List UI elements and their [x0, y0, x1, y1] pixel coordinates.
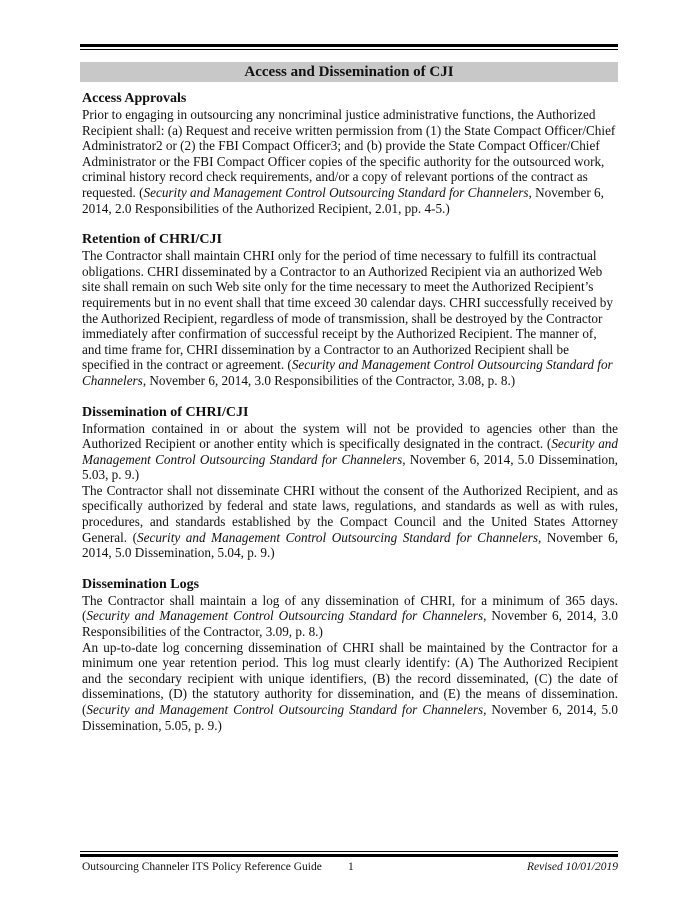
- citation-detail: , November 6, 2014, 5.0 Dissemination, 5.04, p. 9.): [82, 529, 618, 561]
- section-heading: Retention of CHRI/CJI: [82, 232, 222, 248]
- section-dissemination: [82, 404, 618, 561]
- paragraph: [82, 483, 618, 561]
- citation-title: Security and Management Control Outsourcing Standard for Channelers: [82, 357, 613, 388]
- footer-rule-thin: [80, 851, 618, 852]
- citation-title: Security and Management Control Outsourcing Standard for Channelers: [137, 529, 538, 545]
- citation-title: Security and Management Control Outsourcing Standard for Channelers: [86, 702, 484, 717]
- section-retention: [82, 231, 618, 388]
- section-heading: Access Approvals: [82, 91, 187, 106]
- footer-page-number: 1: [348, 861, 354, 873]
- header-rule-thin: [80, 49, 618, 50]
- header-rule: [80, 44, 618, 47]
- paragraph: [82, 421, 618, 483]
- citation-detail: , November 6, 2014, 3.0 Responsibilities of the Contractor, 3.09, p. 8.): [82, 608, 618, 640]
- citation-detail: , November 6, 2014, 5.0 Dissemination, 5.05, p. 9.): [82, 702, 618, 733]
- paragraph-text: The Contractor shall maintain CHRI only for the period of time necessary to fulfill its contractual obligations. CHRI disseminated by a Contractor to an Authorized Recipient via an authorized Web site shall remain on such Web site only for the time necessary to meet the Authorized Recipient’s requirements but in no event shall that time exceed 30 calendar days. CHRI successfully received by the Authorized Recipient, regardless of mode of transmission, shall be destroyed by the Contractor immediately after confirmation of successful receipt by the Authorized Recipient. The manner of, and time frame for, CHRI dissemination by a Contractor to an Authorized Recipient shall be specified in the contract or agreement. (: [82, 248, 613, 373]
- footer-document-title: Outsourcing Channeler ITS Policy Reference Guide: [82, 861, 322, 873]
- citation-title: Security and Management Control Outsourcing Standard for Channelers: [82, 436, 618, 467]
- footer-revision-date: Revised 10/01/2019: [526, 861, 618, 873]
- paragraph-text: The Contractor shall maintain a log of any dissemination of CHRI, for a minimum of 365 days. (: [82, 592, 618, 624]
- paragraph: [82, 640, 618, 734]
- section-access-approvals: [82, 90, 618, 216]
- document-body: [82, 90, 618, 748]
- citation-detail: , November 6, 2014, 2.0 Responsibilities of the Authorized Recipient, 2.01, pp. 4-5.): [82, 184, 604, 216]
- paragraph: [82, 248, 618, 388]
- paragraph-text: The Contractor shall not disseminate CHRI without the consent of the Authorized Recipient, and as specifically authorized by federal and state laws, regulations, and standards as well as with rules, procedures, and standards established by the Compact Council and the United States Attorney General. (: [82, 482, 618, 545]
- citation-detail: , November 6, 2014, 3.0 Responsibilities of the Contractor, 3.08, p. 8.): [142, 372, 516, 388]
- section-heading: Dissemination Logs: [82, 576, 200, 592]
- paragraph: [82, 107, 618, 216]
- section-heading: Dissemination of CHRI/CJI: [82, 404, 249, 420]
- paragraph-text: Prior to engaging in outsourcing any noncriminal justice administrative functions, the Authorized Recipient shall: (a) Request and receive written permission from (1) the State Compact Officer/Chief Administrator2 or (2) the FBI Compact Officer3; and (b) provide the State Compact Officer/Chief Administrator or the FBI Compact Officer copies of the specific authority for the outsourced work, criminal history record check requirements, and/or a copy of relevant portions of the contract as requested. (: [82, 107, 616, 200]
- paragraph-text: An up-to-date log concerning dissemination of CHRI shall be maintained by the Contractor for a minimum one year retention period. This log must clearly identify: (A) The Authorized Recipient and the secondary recipient with unique identifiers, (B) the record disseminated, (C) the date of disseminations, (D) the statutory authority for dissemination, and (E) the means of dissemination. (: [82, 639, 618, 717]
- section-banner-title: Access and Dissemination of CJI: [80, 62, 618, 82]
- citation-detail: , November 6, 2014, 5.0 Dissemination, 5.03, p. 9.): [82, 451, 618, 483]
- footer-rule: [80, 854, 618, 857]
- citation-title: Security and Management Control Outsourcing Standard for Channelers: [86, 608, 484, 624]
- citation-title: Security and Management Control Outsourcing Standard for Channelers: [143, 184, 529, 200]
- section-dissemination-logs: [82, 576, 618, 733]
- paragraph: [82, 593, 618, 640]
- paragraph-text: Information contained in or about the system will not be provided to agencies other than the Authorized Recipient or another entity which is specifically designated in the contract. (: [82, 420, 618, 452]
